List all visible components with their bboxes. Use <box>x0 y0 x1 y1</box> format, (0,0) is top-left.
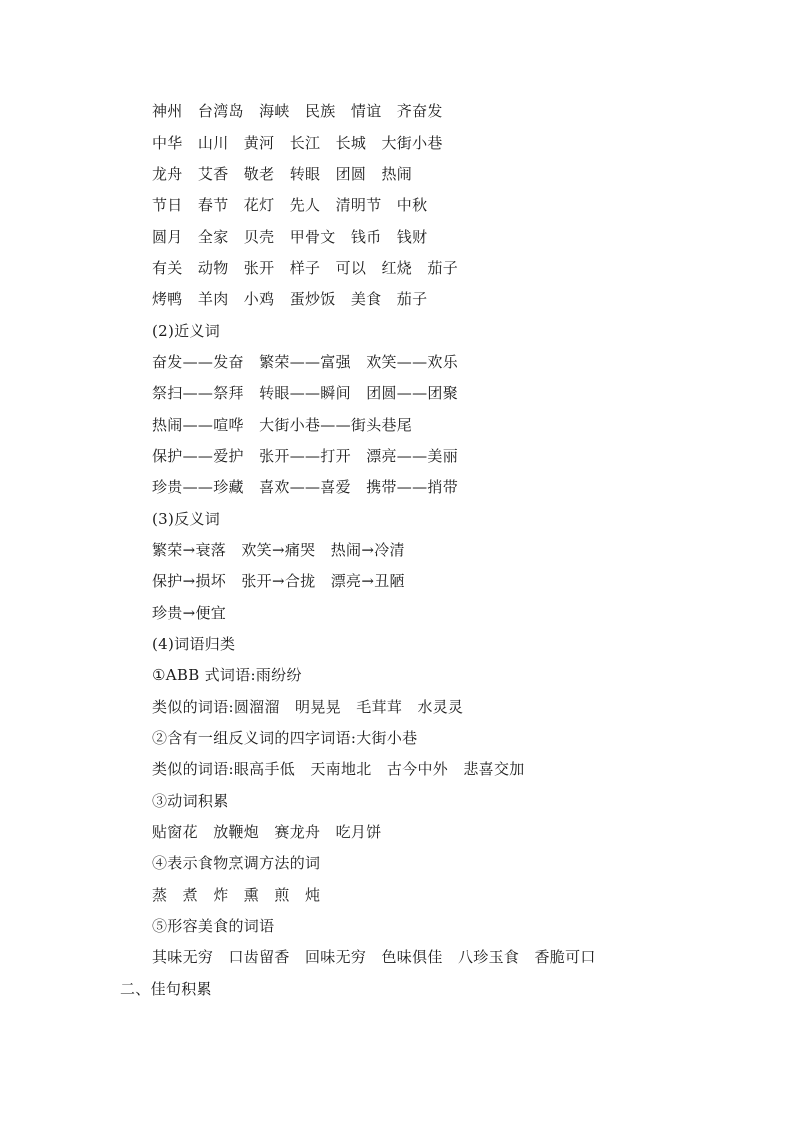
word-list-line-7: 烤鸭 羊肉 小鸡 蛋炒饭 美食 茄子 <box>152 290 428 308</box>
synonyms-line-1: 奋发——发奋 繁荣——富强 欢笑——欢乐 <box>152 353 459 371</box>
synonyms-line-4: 保护——爱护 张开——打开 漂亮——美丽 <box>152 447 459 465</box>
antonyms-line-2: 保护→损坏 张开→合拢 漂亮→丑陋 <box>152 572 405 590</box>
verb-heading: ③动词积累 <box>152 792 229 810</box>
word-list-line-2: 中华 山川 黄河 长江 长城 大街小巷 <box>152 134 443 152</box>
synonyms-line-5: 珍贵——珍藏 喜欢——喜爱 携带——捎带 <box>152 478 459 496</box>
word-list-line-1: 神州 台湾岛 海峡 民族 情谊 齐奋发 <box>152 102 443 120</box>
word-list-line-5: 圆月 全家 贝壳 甲骨文 钱币 钱财 <box>152 228 428 246</box>
abb-similar-line: 类似的词语:圆溜溜 明晃晃 毛茸茸 水灵灵 <box>152 698 464 716</box>
word-list-line-6: 有关 动物 张开 样子 可以 红烧 茄子 <box>152 259 459 277</box>
synonyms-heading: (2)近义词 <box>152 322 221 340</box>
section-heading: 二、佳句积累 <box>120 980 212 998</box>
antonyms-heading: (3)反义词 <box>152 510 221 528</box>
antonym-idiom-line: ②含有一组反义词的四字词语:大街小巷 <box>152 729 418 747</box>
food-description-line: 其味无穷 口齿留香 回味无穷 色味俱佳 八珍玉食 香脆可口 <box>152 948 596 966</box>
cooking-methods-line: 蒸 煮 炸 熏 煎 炖 <box>152 886 321 904</box>
synonyms-line-2: 祭扫——祭拜 转眼——瞬间 团圆——团聚 <box>152 384 459 402</box>
synonyms-line-3: 热闹——喧哗 大街小巷——街头巷尾 <box>152 416 413 434</box>
word-list-line-3: 龙舟 艾香 敬老 转眼 团圆 热闹 <box>152 165 413 183</box>
word-classification-heading: (4)词语归类 <box>152 635 236 653</box>
abb-words-line: ①ABB 式词语:雨纷纷 <box>152 666 302 684</box>
food-description-heading: ⑤形容美食的词语 <box>152 917 275 935</box>
word-list-line-4: 节日 春节 花灯 先人 清明节 中秋 <box>152 196 428 214</box>
verb-line: 贴窗花 放鞭炮 赛龙舟 吃月饼 <box>152 823 382 841</box>
antonyms-line-1: 繁荣→衰落 欢笑→痛哭 热闹→冷清 <box>152 541 405 559</box>
cooking-methods-heading: ④表示食物烹调方法的词 <box>152 854 321 872</box>
antonym-idiom-similar-line: 类似的词语:眼高手低 天南地北 古今中外 悲喜交加 <box>152 760 525 778</box>
antonyms-line-3: 珍贵→便宜 <box>152 604 227 622</box>
